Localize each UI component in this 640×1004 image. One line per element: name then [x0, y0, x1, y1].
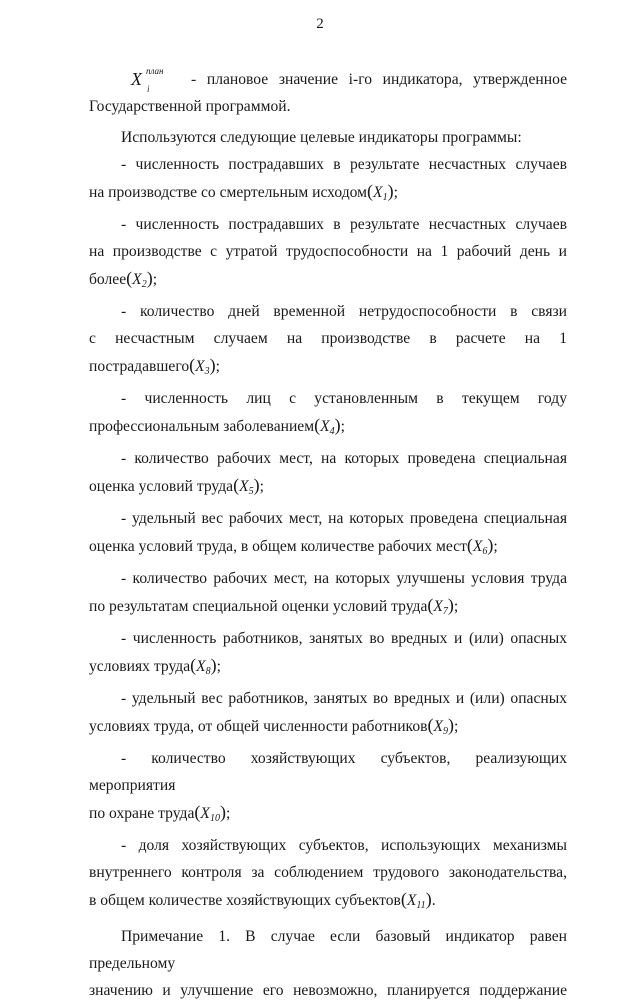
indicator-variable: $(X_2)$ — [126, 268, 153, 290]
indicator-text: - численность пострадавших в результате несчастных случаев — [121, 216, 567, 233]
indicator-item-line — [89, 565, 567, 592]
indicator-item-line — [89, 505, 567, 532]
document-body — [89, 66, 567, 1004]
indicator-text: с несчастным случаем на производстве в расчете на 1 пострадавшего — [89, 330, 567, 375]
indicator-text: в общем количестве хозяйствующих субъектов — [89, 892, 401, 909]
indicator-punctuation: ; — [393, 184, 398, 201]
indicator-text: - численность работников, занятых во вредных и (или) опасных — [121, 630, 567, 647]
indicator-variable: $(X_8)$ — [190, 655, 217, 677]
indicator-variable-subscript: 11 — [416, 900, 426, 911]
indicator-variable-subscript: 5 — [248, 486, 254, 497]
indicator-item-line — [89, 532, 567, 565]
indicator-text: - количество хозяйствующих субъектов, реализующих мероприятия — [89, 750, 567, 794]
indicator-text: - количество рабочих мест, на которых проведена специальная — [121, 450, 567, 467]
indicator-variable-letter: X — [200, 805, 210, 822]
indicator-punctuation: ; — [152, 271, 158, 288]
indicator-variable-letter: X — [195, 358, 205, 375]
indicator-variable-letter: X — [239, 478, 249, 495]
indicator-text: - количество рабочих мест, на которых улучшены условия труда — [121, 570, 567, 587]
indicator-variable-letter: X — [373, 184, 383, 201]
indicator-item-line — [89, 799, 567, 832]
indicator-punctuation: ; — [493, 538, 498, 555]
indicator-item-line — [89, 625, 567, 652]
indicator-item-line — [89, 385, 567, 412]
indicator-text: - численность лиц с установленным в текущем году — [121, 390, 567, 407]
indicator-variable-letter: X — [433, 598, 443, 615]
indicator-item-line — [89, 859, 567, 886]
indicator-item-line — [89, 592, 567, 625]
indicator-text: оценка условий труда, в общем количестве рабочих мест — [89, 538, 467, 555]
definition-line-1 — [89, 66, 567, 93]
indicator-variable-subscript: 8 — [205, 666, 211, 677]
indicator-variable-letter: X — [132, 271, 142, 288]
indicator-variable-letter: X — [406, 892, 417, 909]
indicator-punctuation: ; — [454, 718, 459, 735]
indicator-item-line — [89, 178, 567, 211]
indicator-text: условиях труда — [89, 658, 191, 675]
indicator-variable-subscript: 6 — [482, 546, 488, 557]
indicator-item-line — [89, 886, 567, 919]
indicator-item-line — [89, 151, 567, 178]
indicator-variable-letter: X — [196, 658, 206, 675]
indicator-item-line — [89, 298, 567, 325]
indicator-punctuation: . — [431, 892, 436, 909]
indicator-variable-subscript: 4 — [329, 426, 335, 437]
indicator-variable: $(X_6)$ — [466, 535, 494, 557]
indicator-list — [89, 151, 567, 919]
indicator-text: - численность пострадавших в результате несчастных случаев — [121, 156, 567, 173]
indicator-text: внутреннего контроля за соблюдением трудового законодательства, — [89, 864, 567, 881]
indicator-item-line — [89, 745, 567, 799]
indicator-text: - доля хозяйствующих субъектов, использующих механизмы — [121, 837, 567, 854]
indicator-variable-subscript: 2 — [141, 279, 147, 290]
indicator-item-line — [89, 211, 567, 238]
indicator-text: оценка условий труда — [89, 478, 234, 495]
indicator-text: условиях труда, от общей численности работников — [89, 718, 428, 735]
indicator-punctuation: ; — [216, 658, 222, 675]
indicator-text: профессиональным заболеванием — [89, 418, 315, 435]
indicator-variable: $(X_5)$ — [233, 475, 260, 497]
indicator-punctuation: ; — [215, 358, 221, 375]
indicator-punctuation: ; — [453, 598, 459, 615]
indicator-variable-subscript: 1 — [382, 192, 388, 203]
indicator-item-line — [89, 712, 567, 745]
indicator-text: на производстве с утратой трудоспособности на 1 рабочий день и более — [89, 243, 567, 288]
x-plan-superscript: план — [146, 66, 164, 76]
indicator-variable: $(X_4)$ — [314, 415, 341, 437]
indicator-item-line — [89, 472, 567, 505]
note-line-2: значению и улучшение его невозможно, планируется поддержание — [89, 982, 567, 999]
indicator-text: - количество дней временной нетрудоспособности в связи — [121, 303, 567, 320]
intro-paragraph: Используются следующие целевые индикаторы программы: — [121, 129, 522, 146]
indicator-variable: $(X_{10})$ — [194, 802, 226, 824]
indicator-variable: $(X_9)$ — [427, 715, 455, 737]
x-plan-letter: X — [131, 69, 142, 89]
indicator-variable-letter: X — [433, 718, 444, 735]
indicator-text: на производстве со смертельным исходом — [89, 184, 368, 201]
indicator-variable-subscript: 9 — [443, 726, 449, 737]
definition-text-1: - плановое значение i-го индикатора, утвержденное — [191, 71, 567, 88]
page-number: 2 — [316, 16, 324, 32]
indicator-punctuation: ; — [259, 478, 264, 495]
indicator-punctuation: ; — [340, 418, 345, 435]
indicator-item-line — [89, 325, 567, 385]
indicator-variable-letter: X — [320, 418, 330, 435]
indicator-item-line — [89, 445, 567, 472]
indicator-variable-subscript: 3 — [204, 366, 210, 377]
indicator-text: - удельный вес работников, занятых во вредных и (или) опасных — [121, 690, 567, 707]
indicator-variable: $(X_7)$ — [427, 595, 454, 617]
x-plan-symbol — [131, 66, 191, 93]
indicator-item-line — [89, 685, 567, 712]
x-plan-subscript: i — [147, 84, 150, 94]
indicator-variable: $(X_3)$ — [189, 355, 216, 377]
indicator-item-line — [89, 832, 567, 859]
definition-line-2: Государственной программой. — [89, 98, 291, 115]
indicator-variable: $(X_{11})$ — [400, 889, 432, 911]
indicator-punctuation: ; — [225, 805, 231, 822]
indicator-text: по результатам специальной оценки условий труда — [89, 598, 428, 615]
indicator-item-line — [89, 412, 567, 445]
note-line-1: Примечание 1. В случае если базовый индикатор равен предельному — [89, 928, 567, 972]
indicator-variable: $(X_1)$ — [367, 181, 394, 203]
indicator-variable-subscript: 10 — [209, 813, 220, 824]
indicator-text: - удельный вес рабочих мест, на которых проведена специальная — [121, 510, 567, 527]
indicator-variable-subscript: 7 — [442, 606, 448, 617]
indicator-item-line — [89, 238, 567, 298]
indicator-text: по охране труда — [89, 805, 195, 822]
indicator-item-line — [89, 652, 567, 685]
indicator-variable-letter: X — [472, 538, 483, 555]
